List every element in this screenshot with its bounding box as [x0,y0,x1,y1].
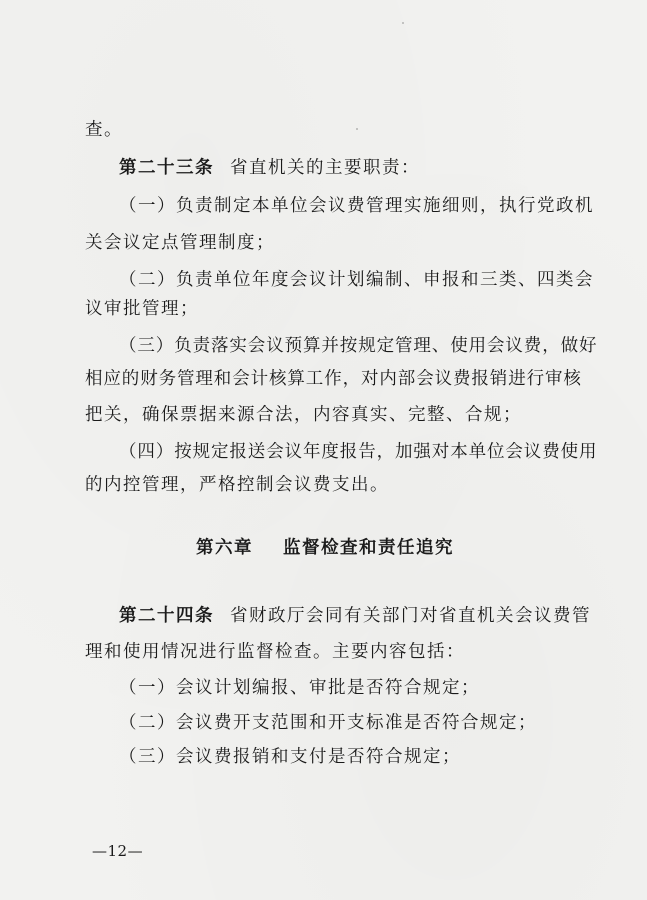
article-23-intro: 省直机关的主要职责： [230,158,420,178]
page-number: —12— [92,842,144,860]
paragraph-line: （二）会议费开支范围和开支标准是否符合规定； [119,713,537,733]
paragraph-line: 相应的财务管理和会计核算工作，对内部会议费报销进行审核 [85,369,582,389]
chapter-heading [196,536,454,560]
scan-speck [356,128,358,130]
chapter-number: 第六章 [196,538,253,558]
article-24-intro: 省财政厅会同有关部门对省直机关会议费管 [230,606,591,626]
paragraph-line: 理和使用情况进行监督检查。主要内容包括： [85,642,465,662]
paragraph-line: 的内控管理，严格控制会议费支出。 [85,475,389,495]
article-23-heading [119,156,420,180]
scan-speck [402,22,404,24]
chapter-title: 监督检查和责任追究 [283,538,454,558]
paragraph-line: 查。 [85,120,123,140]
paragraph-line: （四）按规定报送会议年度报告，加强对本单位会议费使用 [119,442,598,462]
paragraph-line: 把关，确保票据来源合法，内容真实、完整、合规； [85,405,522,425]
paragraph-line: （三）会议费报销和支付是否符合规定； [119,747,461,767]
paragraph-line: （三）负责落实会议预算并按规定管理、使用会议费，做好 [119,336,598,356]
paragraph-line: （二）负责单位年度会议计划编制、申报和三类、四类会 [119,270,594,290]
paragraph-line: （一）会议计划编报、审批是否符合规定； [119,678,480,698]
article-23-label: 第二十三条 [119,158,214,178]
paragraph-line: 议审批管理； [85,299,199,319]
article-24-heading [119,604,591,628]
paragraph-line: 关会议定点管理制度； [85,233,275,253]
article-24-label: 第二十四条 [119,606,214,626]
paragraph-line: （一）负责制定本单位会议费管理实施细则，执行党政机 [119,196,594,216]
